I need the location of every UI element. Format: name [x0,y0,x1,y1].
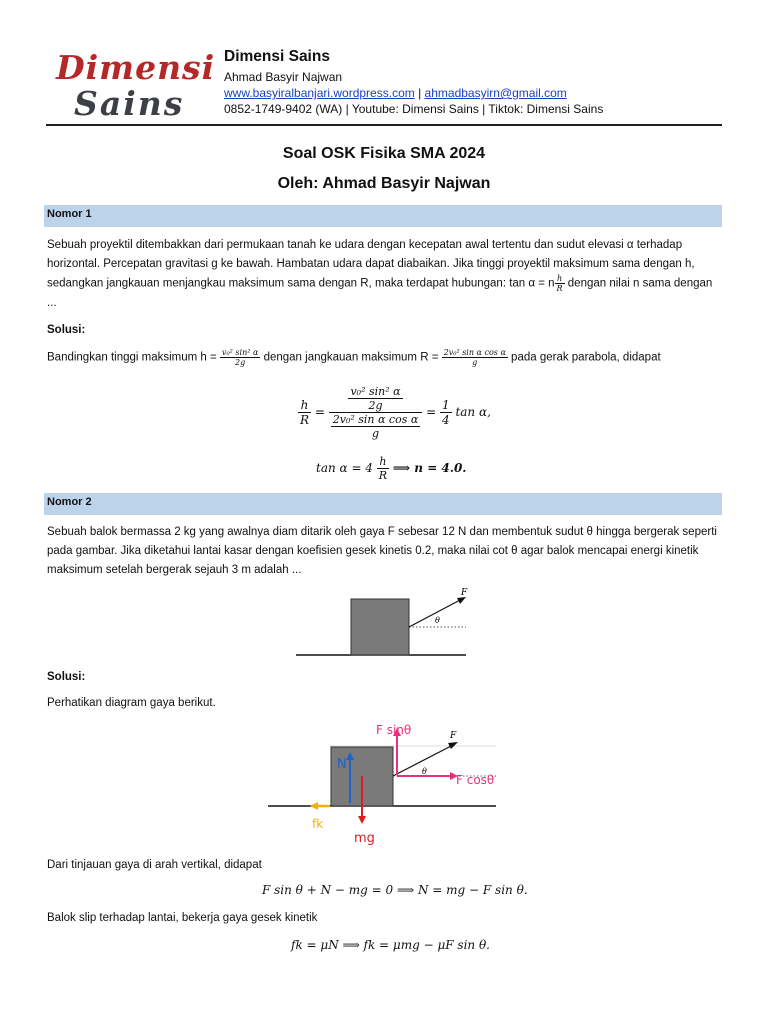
q1-line-4: ... [47,296,57,309]
fcos-label: F cosθ [456,773,495,787]
q2-line-2: pada gambar. Jika diketahui lantai kasar dengan koefisien gesek kinetis 0.2, maka nilai cot θ agar balok mencapai energi kinetik [47,545,699,557]
angle-label: θ [435,616,440,625]
force-arrowhead [457,597,466,604]
friction-arrowhead [310,802,318,810]
friction-label: fk [312,817,324,831]
q1-line-2: horizontal. Percepatan gravitasi g ke bawah. Hambatan udara dapat diabaikan. Jika tinggi proyektil maksimum sama dengan h, [47,258,695,270]
q1-line-1: Sebuah proyektil ditembakkan dari permukaan tanah ke udara dengan kecepatan awal tertentu dan sudut elevasi α terhadap [47,239,683,251]
q2-line-1: Sebuah balok bermassa 2 kg yang awalnya diam ditarik oleh gaya F sebesar 12 N dan membentuk sudut θ hingga bergerak seperti [47,526,717,538]
q1-solution-intro: Bandingkan tinggi maksimum h = $\frac{\text{v₀² sin² α}}{2g}$ dengan jangkauan maksimum R = $\frac{\text{2v₀² sin α cos α}}{g}$ pada gerak parabola, didapat [47,348,661,367]
q2-solusi-label: Solusi: [47,671,86,683]
weight-label: mg [354,831,375,846]
question-1-heading: Nomor 1 [47,208,92,220]
question-2-bar [44,493,722,515]
q2-equation-1: F sin θ + N − mg = 0 ⟹ N = mg − F sin θ. [262,883,528,897]
email-link[interactable]: ahmadbasyirn@gmail.com [424,86,567,100]
logo-word-2: Sains [74,84,185,123]
block-figure [290,585,475,660]
logo-word-1: Dimensi [56,48,216,87]
q2-friction-intro: Balok slip terhadap lantai, bekerja gaya gesek kinetik [47,912,318,924]
block [351,599,409,655]
header-author: Ahmad Basyir Najwan [224,70,343,84]
header-title: Dimensi Sains [224,48,330,65]
question-1-text [47,236,727,313]
q1-line-3: sedangkan jangkauan menjangkau maksimum sama dengan R, maka terdapat hubungan: tan α = n $\frac{h}{R}$ dengan nilai n sama dengan [47,274,713,293]
q2-line-3: maksimum setelah bergerak sejauh 3 m adalah ... [47,564,302,576]
weight-arrowhead [358,816,366,824]
diagram-angle-label: θ [422,767,427,776]
question-2-heading: Nomor 2 [47,496,92,508]
website-link[interactable]: www.basyiralbanjari.wordpress.com [224,86,415,100]
link-separator: | [418,86,422,100]
logo [50,48,216,126]
force-diagram [268,718,500,846]
fsin-label: F sinθ [376,723,412,737]
doc-byline: Oleh: Ahmad Basyir Najwan [277,175,491,192]
header-contact: 0852-1749-9402 (WA) | Youtube: Dimensi Sains | Tiktok: Dimensi Sains [224,102,604,116]
force-label: F [461,588,468,598]
question-1-bar [44,205,722,227]
question-2-text [47,523,727,580]
q2-solution-intro: Perhatikan diagram gaya berikut. [47,697,216,709]
header-rule [46,124,722,126]
q1-solusi-label: Solusi: [47,324,86,336]
q1-ratio-equation: $\frac{h}{R}$ = $\frac{\frac{\text{v₀² sin² α}}{2g}}{\frac{\text{2v₀² sin α cos α}}{g}}$ = $\frac{1}{4}$ tan α, [300,385,491,440]
q2-vertical-intro: Dari tinjauan gaya di arah vertikal, didapat [47,859,262,871]
diagram-force-label: F [450,731,457,741]
q2-equation-2: fk = μN ⟹ fk = μmg − μF sin θ. [291,938,490,952]
doc-title: Soal OSK Fisika SMA 2024 [282,145,486,162]
normal-label: N [337,757,347,772]
header-links [224,86,567,100]
q1-result: tan α = 4 $\frac{h}{R}$ ⟹ n = 4.0. [316,455,467,482]
